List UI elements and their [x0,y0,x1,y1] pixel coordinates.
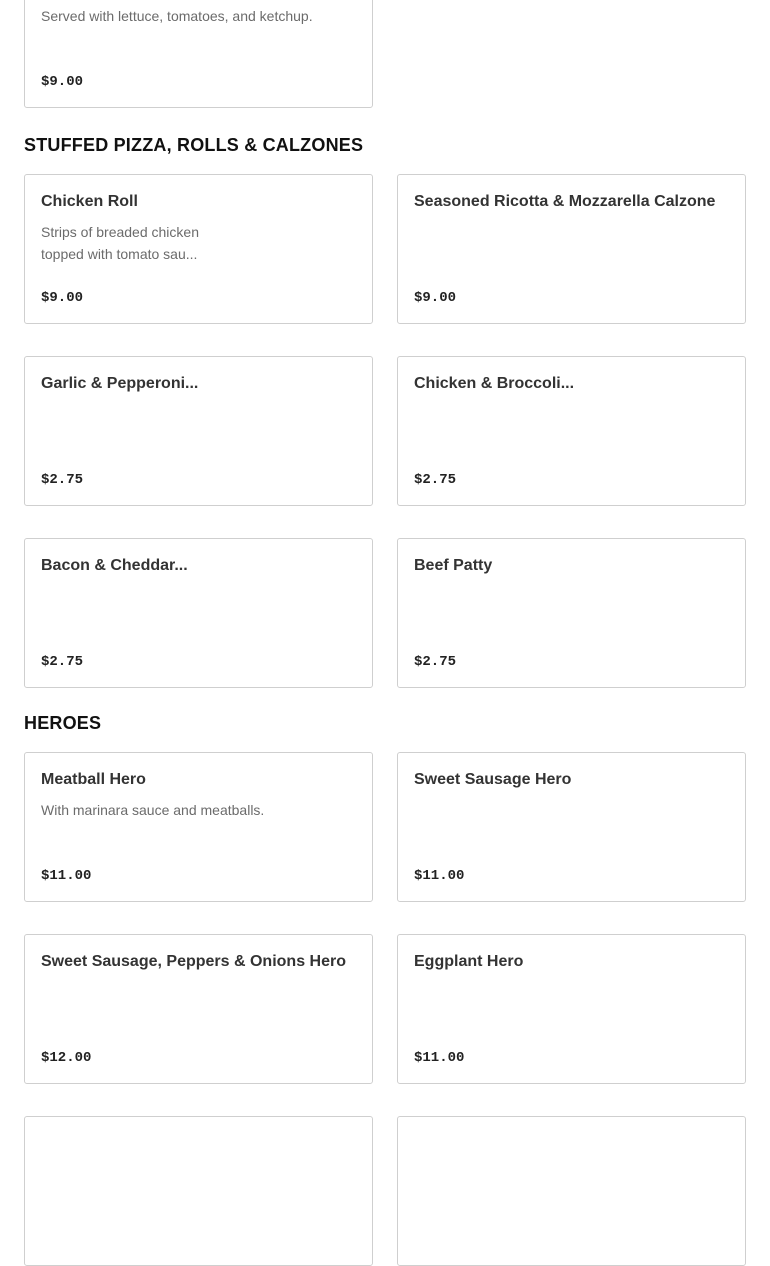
menu-item-price: $9.00 [41,74,84,90]
menu-item-card[interactable] [24,356,373,506]
menu-item-name: Beef Patty [414,557,493,574]
menu-item-description: Strips of breaded chicken topped with tomato sau... [41,224,199,262]
menu-item-price: $11.00 [414,868,465,884]
menu-item-description: With marinara sauce and meatballs. [41,802,265,818]
menu-item-name: Garlic & Pepperoni... [41,375,199,392]
menu-item-card[interactable] [24,752,373,902]
menu-item-price: $9.00 [414,290,457,306]
menu-item-card[interactable] [397,356,746,506]
section-title: STUFFED PIZZA, ROLLS & CALZONES [24,135,364,155]
menu-item-card[interactable] [397,1116,746,1266]
menu-item-card[interactable] [397,752,746,902]
menu-item-card[interactable] [397,538,746,688]
menu-item-card[interactable] [24,538,373,688]
menu-item-card[interactable] [24,0,373,108]
section-title: HEROES [24,713,102,733]
menu-item-description: Served with lettuce, tomatoes, and ketchup. [41,8,313,24]
menu-item-price: $11.00 [414,1050,465,1066]
menu-item-price: $9.00 [41,290,84,306]
menu-item-name: Seasoned Ricotta & Mozzarella Calzone [414,193,716,210]
menu-item-price: $2.75 [414,654,457,670]
menu-item-price: $2.75 [41,472,84,488]
menu-item-price: $2.75 [414,472,457,488]
menu-item-price: $12.00 [41,1050,92,1066]
menu-item-card[interactable] [397,934,746,1084]
menu-item-price: $2.75 [41,654,84,670]
menu-item-name: Chicken & Broccoli... [414,375,575,392]
menu-item-name: Sweet Sausage, Peppers & Onions Hero [41,953,346,970]
menu-item-name: Bacon & Cheddar... [41,557,188,574]
menu-item-price: $11.00 [41,868,92,884]
menu-item-card[interactable] [397,174,746,324]
menu-item-card[interactable] [24,934,373,1084]
menu-item-name: Eggplant Hero [414,953,524,970]
menu-item-name: Meatball Hero [41,771,146,788]
menu-item-name: Chicken Roll [41,193,138,210]
menu-item-name: Sweet Sausage Hero [414,771,572,788]
menu-item-card[interactable] [24,174,373,324]
menu-item-card[interactable] [24,1116,373,1266]
